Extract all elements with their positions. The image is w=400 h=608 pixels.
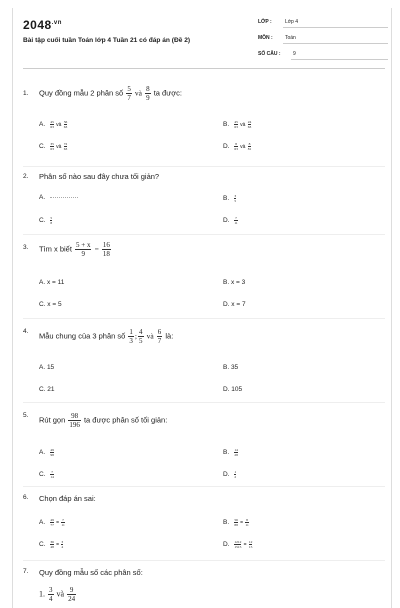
option-c[interactable] <box>39 142 68 151</box>
fraction <box>50 142 54 151</box>
info-underline <box>291 59 388 60</box>
info-value: Toán <box>285 35 296 41</box>
text: và <box>56 589 65 599</box>
option-letter: C. <box>39 217 46 225</box>
option-letter: D. <box>223 217 230 225</box>
option-b[interactable]: B. 35 <box>223 364 239 371</box>
logo-suffix: .vn <box>51 20 62 26</box>
text: là: <box>165 331 174 341</box>
denominator: 63 <box>63 147 68 151</box>
text: = <box>94 244 99 254</box>
numerator: 49 <box>50 448 54 452</box>
question-separator <box>23 166 385 167</box>
numerator: 5 <box>50 216 53 220</box>
fraction <box>50 518 54 527</box>
question-number: 3. <box>23 244 29 251</box>
option-expression <box>50 197 78 198</box>
denominator: 28 <box>234 453 238 457</box>
equals-sign: = <box>243 542 247 549</box>
denominator: 63 <box>50 125 54 129</box>
question-number: 5. <box>23 412 29 419</box>
numerator: 24 <box>247 120 252 124</box>
numerator: 3 <box>234 194 237 198</box>
text: và <box>146 331 154 341</box>
fraction <box>67 586 76 603</box>
option-a[interactable]: A. 15 <box>39 364 55 371</box>
numerator: 16 <box>102 241 110 249</box>
option-d[interactable] <box>223 142 252 151</box>
denominator: 11 <box>234 221 238 225</box>
info-underline <box>283 27 388 28</box>
option-d[interactable] <box>223 470 237 479</box>
text: Tìm x biết <box>39 244 72 254</box>
fraction <box>50 470 54 479</box>
denominator: 63 <box>234 147 238 151</box>
worksheet-header <box>13 8 391 68</box>
text: Rút gọn <box>39 415 66 425</box>
question-separator <box>23 486 385 487</box>
numerator: 1212 <box>234 540 242 544</box>
numerator: 8 <box>235 142 237 146</box>
denominator: 7 <box>127 94 131 102</box>
numerator: 56 <box>63 120 68 124</box>
fraction <box>102 241 111 258</box>
question-text <box>39 328 173 345</box>
option-d[interactable] <box>223 540 253 549</box>
option-b[interactable]: B. x = 3 <box>223 279 246 286</box>
fraction <box>64 120 68 129</box>
fraction <box>248 142 252 151</box>
question-separator <box>23 318 385 319</box>
numerator: 12 <box>248 540 253 544</box>
option-b[interactable] <box>223 518 249 527</box>
fraction <box>234 470 236 479</box>
option-letter: B. <box>223 121 230 129</box>
fraction <box>234 540 241 549</box>
info-value: 9 <box>293 51 296 57</box>
info-label: SỐ CÂU : <box>258 51 281 57</box>
denominator: 63 <box>247 125 252 129</box>
question-text: Phân số nào sau đây chưa tối giản? <box>39 172 160 181</box>
question-5 <box>23 406 383 484</box>
denominator: 5 <box>139 337 143 345</box>
question-text <box>39 241 112 258</box>
fraction <box>48 586 54 603</box>
option-letter: D. <box>223 471 230 479</box>
numerator: 8 <box>248 142 251 146</box>
denominator: 11 <box>61 523 65 527</box>
question-number: 7. <box>23 568 29 575</box>
numerator: 1 <box>234 470 237 474</box>
fraction <box>234 120 238 129</box>
option-c[interactable] <box>39 470 54 479</box>
numerator: 36 <box>50 540 54 544</box>
equals-sign: = <box>56 542 60 549</box>
option-c[interactable] <box>39 540 64 549</box>
question-4 <box>23 322 383 400</box>
numerator: 56 <box>234 518 238 522</box>
option-letter: A. <box>39 194 46 201</box>
denominator: 196 <box>69 421 80 429</box>
numerator: 8 <box>146 85 150 93</box>
fraction <box>128 328 134 345</box>
question-number: 2. <box>23 173 29 180</box>
question-6 <box>23 490 383 558</box>
option-b[interactable] <box>223 120 252 129</box>
denominator: 77 <box>50 523 54 527</box>
fraction <box>138 328 144 345</box>
numerator: 49 <box>50 518 54 522</box>
text: ; <box>134 331 137 341</box>
question-2 <box>23 170 383 238</box>
denominator: 81 <box>247 147 252 151</box>
denominator: 63 <box>234 125 238 129</box>
text: ta được phân số tối giản: <box>83 415 168 425</box>
option-c[interactable] <box>39 216 53 225</box>
fraction <box>75 241 91 258</box>
question-separator <box>23 402 385 403</box>
option-a[interactable] <box>39 120 68 129</box>
fraction <box>64 142 68 151</box>
question-text: Chọn đáp án sai: <box>39 494 96 503</box>
numerator: 35 <box>50 142 54 146</box>
logo-text: 2048 <box>23 18 52 32</box>
info-label: MÔN : <box>258 35 273 41</box>
sub-question-1 <box>39 586 77 603</box>
numerator: 45 <box>50 120 54 124</box>
option-a[interactable] <box>39 194 78 201</box>
option-a[interactable] <box>39 448 54 457</box>
question-separator <box>23 234 385 235</box>
denominator: 63 <box>50 147 54 151</box>
site-logo[interactable] <box>23 18 62 32</box>
question-3 <box>23 238 383 310</box>
denominator: 4 <box>61 545 64 549</box>
option-letter: C. <box>39 143 46 151</box>
numerator: 98 <box>68 412 81 421</box>
info-value: Lớp 4 <box>285 19 299 25</box>
denominator: 8 <box>50 221 53 225</box>
fraction <box>234 142 238 151</box>
fraction <box>234 194 236 203</box>
fraction <box>50 448 54 457</box>
denominator: 98 <box>50 453 54 457</box>
numerator: 1 <box>129 328 133 336</box>
fraction <box>157 328 163 345</box>
option-letter: B. <box>223 449 230 457</box>
question-number: 6. <box>23 494 29 501</box>
denominator: 15 <box>248 545 253 549</box>
denominator: 4 <box>49 595 53 603</box>
info-label: LỚP : <box>258 19 272 25</box>
document-title: Bài tập cuối tuần Toán lớp 4 Tuần 21 có đáp án (Đề 2) <box>23 37 191 44</box>
option-letter: D. <box>223 541 230 549</box>
denominator: 1515 <box>234 545 242 549</box>
denominator: 5 <box>234 199 237 203</box>
denominator: 14 <box>50 475 54 479</box>
text: và <box>240 144 246 151</box>
numerator: 6 <box>157 328 162 336</box>
denominator: 2 <box>234 475 237 479</box>
numerator: 14 <box>234 448 238 452</box>
denominator: 9 <box>81 250 85 258</box>
denominator: 48 <box>50 545 54 549</box>
option-b[interactable] <box>223 448 238 457</box>
numerator: 3 <box>49 586 53 594</box>
header-divider <box>23 68 385 69</box>
text: Quy đồng mẫu 2 phân số <box>39 88 124 98</box>
numerator: 8 <box>246 518 248 522</box>
numerator: 45 <box>234 120 238 124</box>
option-d[interactable]: D. x = 7 <box>223 301 246 308</box>
equals-sign: = <box>56 520 60 527</box>
question-text: Quy đồng mẫu số các phân số: <box>39 568 143 577</box>
fraction <box>68 412 81 429</box>
numerator: 7 <box>62 518 64 522</box>
option-c[interactable]: C. 21 <box>39 386 55 393</box>
numerator: 3 <box>61 540 64 544</box>
fraction <box>248 120 252 129</box>
denominator: 7 <box>157 337 162 345</box>
text: Mẫu chung của 3 phân số <box>39 331 126 341</box>
option-a[interactable]: A. x = 11 <box>39 279 65 286</box>
question-7 <box>23 564 383 603</box>
question-number: 4. <box>23 328 29 335</box>
info-underline <box>283 43 388 44</box>
numerator: 7 <box>235 216 237 220</box>
fraction <box>234 448 238 457</box>
denominator: 24 <box>68 595 76 603</box>
option-letter: B. <box>223 519 230 527</box>
denominator: 18 <box>102 250 110 258</box>
option-c[interactable]: C. x = 5 <box>39 301 62 308</box>
fraction <box>61 518 64 527</box>
text: và <box>56 122 62 129</box>
fraction <box>249 540 253 549</box>
option-b[interactable] <box>223 194 237 203</box>
option-letter: D. <box>223 143 230 151</box>
fraction <box>234 518 238 527</box>
denominator: 63 <box>63 125 68 129</box>
denominator: 3 <box>129 337 133 345</box>
fraction <box>126 85 132 102</box>
fraction <box>61 540 63 549</box>
question-text <box>39 85 182 102</box>
question-separator <box>23 560 385 561</box>
text: và <box>240 122 246 129</box>
fraction <box>50 540 54 549</box>
numerator: 7 <box>51 470 53 474</box>
denominator: 88 <box>234 523 238 527</box>
option-d[interactable]: D. 105 <box>223 386 243 393</box>
text: và <box>56 144 62 151</box>
option-a[interactable] <box>39 518 65 527</box>
fraction <box>234 216 237 225</box>
option-d[interactable] <box>223 216 238 225</box>
question-1 <box>23 80 383 160</box>
equals-sign: = <box>240 520 244 527</box>
denominator: 11 <box>245 523 249 527</box>
text: ta được: <box>153 88 182 98</box>
worksheet-page <box>12 8 392 608</box>
numerator: 72 <box>63 142 68 146</box>
numerator: 5 + x <box>76 241 91 249</box>
option-letter: A. <box>39 519 46 527</box>
option-letter: B. <box>223 195 230 203</box>
option-letter: C. <box>39 471 46 479</box>
option-letter: A. <box>39 449 46 457</box>
denominator: 9 <box>146 94 150 102</box>
option-letter: A. <box>39 121 46 129</box>
numerator: 4 <box>139 328 143 336</box>
question-text <box>39 412 167 429</box>
text: và <box>134 88 143 98</box>
fraction <box>245 518 248 527</box>
numerator: 9 <box>67 586 76 595</box>
fraction <box>50 120 54 129</box>
sub-number: 1. <box>39 589 45 599</box>
fraction <box>50 216 52 225</box>
numerator: 5 <box>127 85 131 93</box>
fraction <box>145 85 151 102</box>
question-number: 1. <box>23 90 29 97</box>
option-letter: C. <box>39 541 46 549</box>
